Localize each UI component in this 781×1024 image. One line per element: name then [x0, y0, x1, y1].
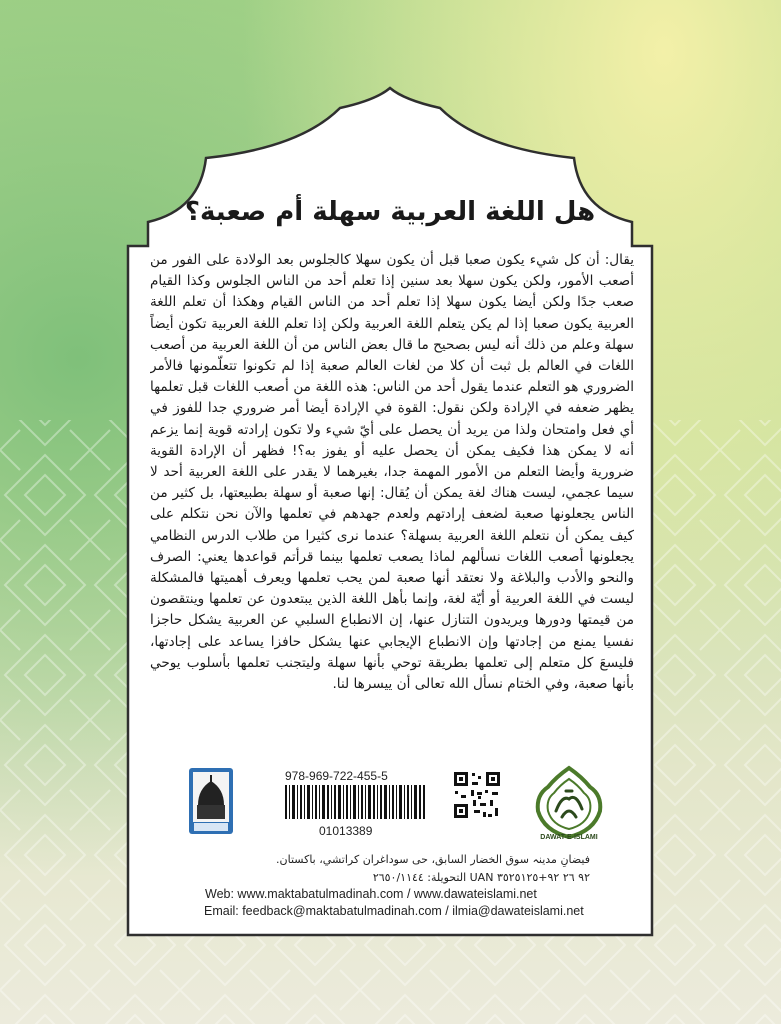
- page-title: هل اللغة العربية سهلة أم صعبة؟: [184, 197, 596, 227]
- barcode-icon: [285, 785, 425, 819]
- isbn-block: [285, 769, 430, 838]
- web-links: Web: www.maktabatulmadinah.com / www.dawateislami.net: [205, 887, 537, 901]
- paragraph-text: يقال: أن كل شيء يكون صعبا قبل أن يكون سهلا كالجلوس بعد الولادة على الفور من أصعب الأمور، ولكن يكون سهلا بعد سنين إذا تعلم أحد من الناس الجلوس وكذا القيام صعب جدًا ولكن أيضا يكون سهلا إذا تعلم أحد من الناس القيام وهكذا أن تعلم اللغة العربية يكون صعبا إذا لم يكن يتعلم اللغة العربية ولكن إذا تعلم اللغة العربية تكون أيضاً سهلة وعلم من ذلك أنه ليس بصحيح ما قال بعض الناس من أن اللغة العربية من أصعب اللغات في العالم بل ثبت أن كلا من لغات العالم صعبة إذا لم تكونوا تتعلّمونها فالأمر الضروري هو التعلم عندما يقول أحد من الناس: هذه اللغة من أصعب اللغات قبل تعلمها يظهر ضعفه في الإرادة ولكن نقول: القوة في الإرادة أيضا أمر ضروري جدا للفوز في أي فعل وامتحان ولذا من يريد أن يحصل على أيّ شيء ولا تكون إرادته قوية إنما يزعم أنه لا يمكن هذا فكيف يمكن أن يحصل عليه أو يفوز به؟! فظهر أن الإرادة القوية ضرورية وأيضا التعلم من الأمور المهمة جدا، بغيرهما لا يقدر على اللغة العربية أحد لا سيما عجمي، ليست هناك لغة يمكن أن يُقال: إنها صعبة أو سهلة بطبيعتها، بل كثير من الناس يجعلونها صعبة لضعف إرادتهم ولعدم جهدهم في تعلمها والآن نحن نتكلم على كيف يمكن أن نتعلم اللغة العربية بسهلة؟ عندما نرى كثيرا من طلاب الدرس النظامي يجعلونها أصعب اللغات نسألهم لماذا يصعب تعلمها بينما قرأتم قواعدها يعني: الصرف والنحو والأدب والبلاغة ولا نعتقد أنها صعبة لمن يحب تعلمها ويعرف أهميتها فالمشكلة ليست في اللغة العربية أو أيّة لغة، وإنما بأهل اللغة الذين يبتعدون عن تعلمها وينتقصون من قيمتها ودورها ويريدون التنازل عنها، إن الانطباع السلبي عن العربية يشكل حاجزا نفسيا يمنع من إجادتها وإن الانطباع الإيجابي عنها يشكل حافزا يساعد على إجادتها، فليسعَ كل متعلم إلى تعلمها بطريقة توحي بأنها سهلة وليتجنب تعلمها بأسلوب يوحي بأنها صعبة، وفي الختام نسأل الله تعالى أن ييسرها لنا.: [150, 252, 634, 693]
- phone-text: ٩٢ ٢٦ ٩٢+٣٥٢٥١٢٥ UAN التحويلة: ٢٦٥٠/١١٤٤: [372, 871, 590, 884]
- qr-code-icon: [452, 770, 502, 820]
- green-dome-book-icon: [188, 767, 234, 835]
- dawat-e-islami-logo: [530, 765, 608, 843]
- barcode-number: 01013389: [319, 824, 373, 838]
- isbn-number: 978-969-722-455-5: [285, 769, 388, 783]
- body-paragraph: [150, 250, 634, 740]
- publisher-contact: [170, 850, 590, 918]
- address-text: فيضانِ مدینہ سوق الخضار السابق، حی سوداغران کراتشي، باکستان.: [276, 853, 590, 866]
- logo-caption: DAWAT-E-ISLAMI: [540, 834, 598, 841]
- email-links: Email: feedback@maktabatulmadinah.com / ilmia@dawateislami.net: [204, 904, 584, 918]
